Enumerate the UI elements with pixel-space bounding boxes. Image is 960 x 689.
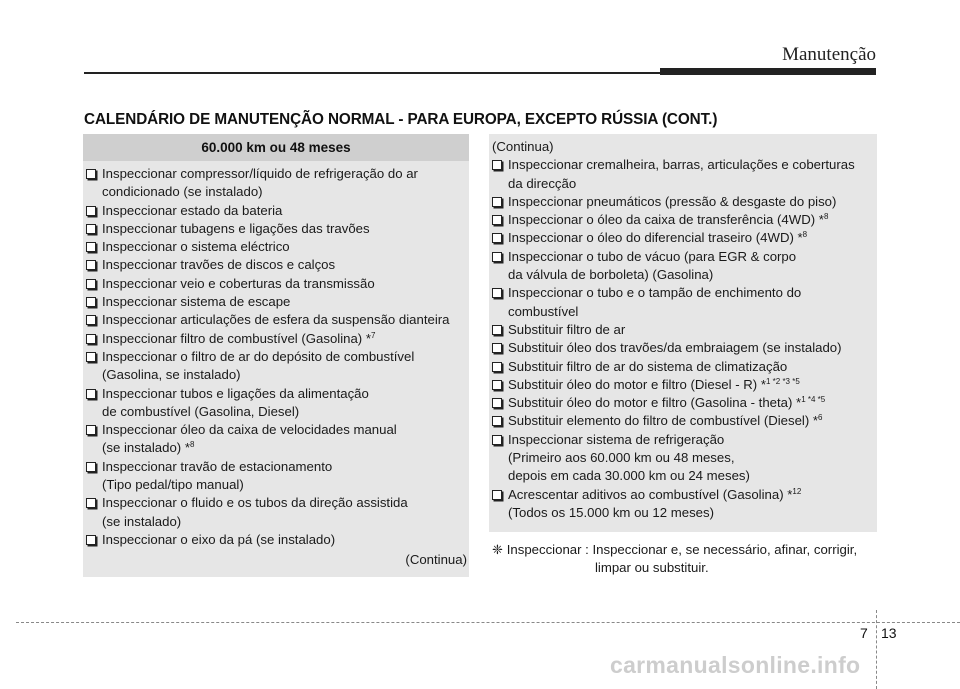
list-item	[86, 531, 470, 549]
checkbox-bullet-icon	[86, 297, 96, 307]
list-item-line: depois em cada 30.000 km ou 24 meses)	[508, 468, 750, 484]
page-header-title: Manutenção	[782, 44, 876, 65]
list-item-line: Inspeccionar travão de estacionamento	[102, 458, 333, 474]
left-maintenance-list	[86, 165, 470, 570]
list-item-line: (se instalado) *$^8$	[102, 440, 195, 456]
list-item	[492, 211, 880, 229]
list-item-line: Inspeccionar veio e coberturas da transmissão	[102, 275, 375, 291]
checkbox-bullet-icon	[492, 490, 502, 500]
list-item-line: Inspeccionar o sistema eléctrico	[102, 239, 290, 255]
checkbox-bullet-icon	[86, 224, 96, 234]
list-item-line: Inspeccionar o eixo da pá (se instalado)	[102, 531, 336, 547]
list-item-line: Inspeccionar pneumáticos (pressão & desgaste do piso)	[508, 193, 837, 209]
list-item-line: Substituir elemento do filtro de combustível (Diesel) *$^6$	[508, 413, 823, 429]
list-item-line: Inspeccionar o tubo e o tampão de enchimento do	[508, 285, 802, 301]
list-item	[492, 193, 880, 211]
list-item-line: Inspeccionar o óleo do diferencial traseiro (4WD) *$^8$	[508, 230, 808, 246]
continued-label: (Continua)	[492, 139, 554, 154]
list-item-line: Inspeccionar o óleo da caixa de transferência (4WD) *$^8$	[508, 212, 829, 228]
list-item-line: combustível	[508, 303, 579, 319]
footer-dashed-vertical	[876, 610, 877, 689]
list-item	[86, 311, 470, 329]
list-item	[492, 486, 880, 523]
list-item	[86, 330, 470, 348]
checkbox-bullet-icon	[86, 169, 96, 179]
left-box-heading: 60.000 km ou 48 meses	[83, 134, 469, 161]
list-item	[492, 156, 880, 193]
checkbox-bullet-icon	[492, 325, 502, 335]
list-item-line: Acrescentar aditivos ao combustível (Gasolina) *$^{12}$	[508, 486, 802, 502]
list-item-line: Inspeccionar o filtro de ar do depósito de combustível	[102, 348, 415, 364]
list-item-line: da válvula de borboleta) (Gasolina)	[508, 267, 714, 283]
checkbox-bullet-icon	[86, 352, 96, 362]
list-item-line: Substituir óleo do motor e filtro (Gasolina - theta) *$^{1 *4 *5}$	[508, 395, 826, 411]
footnote-line-1	[492, 541, 880, 559]
header-rule-thick	[660, 68, 876, 75]
list-item	[492, 321, 880, 339]
list-item-line: Inspeccionar tubos e ligações da alimentação	[102, 385, 369, 401]
list-item	[492, 284, 880, 321]
list-item-line: (Primeiro aos 60.000 km ou 48 meses,	[508, 450, 735, 466]
right-maintenance-list	[492, 138, 880, 522]
checkbox-bullet-icon	[86, 389, 96, 399]
checkbox-bullet-icon	[86, 315, 96, 325]
footnote-symbol-icon: ❈	[492, 542, 504, 557]
checkbox-bullet-icon	[86, 334, 96, 344]
list-item-line: Inspeccionar sistema de refrigeração	[508, 431, 725, 447]
checkbox-bullet-icon	[86, 498, 96, 508]
page-number: 13	[881, 625, 897, 641]
list-item	[492, 339, 880, 357]
list-item	[86, 165, 470, 202]
list-item-line: Substituir óleo dos travões/da embraiagem (se instalado)	[508, 340, 842, 356]
header-rule-thin	[84, 72, 664, 74]
footnote-reference: 6	[818, 413, 823, 423]
checkbox-bullet-icon	[492, 416, 502, 426]
chapter-number: 7	[860, 625, 868, 641]
list-item	[86, 348, 470, 385]
list-item	[86, 385, 470, 422]
checkbox-bullet-icon	[492, 380, 502, 390]
checkbox-bullet-icon	[492, 160, 502, 170]
list-item	[86, 220, 470, 238]
list-item-line: Inspeccionar travões de discos e calços	[102, 257, 336, 273]
footnote-reference: 1 *2 *3 *5	[765, 376, 800, 386]
checkbox-bullet-icon	[86, 425, 96, 435]
list-item	[86, 238, 470, 256]
footnote	[492, 541, 880, 577]
list-item	[86, 494, 470, 531]
list-item-line: (se instalado)	[102, 513, 182, 529]
list-item-line: Inspeccionar cremalheira, barras, articulações e coberturas	[508, 157, 855, 173]
watermark: carmanualsonline.info	[610, 652, 861, 678]
list-item-line: Inspeccionar estado da bateria	[102, 202, 283, 218]
list-item	[492, 431, 880, 486]
list-item-line: (Todos os 15.000 km ou 12 meses)	[508, 504, 714, 520]
list-item	[86, 256, 470, 274]
footnote-reference: 8	[802, 230, 808, 240]
checkbox-bullet-icon	[492, 288, 502, 298]
list-item	[492, 376, 880, 394]
list-item	[492, 358, 880, 376]
checkbox-bullet-icon	[86, 260, 96, 270]
checkbox-bullet-icon	[86, 242, 96, 252]
list-item	[86, 421, 470, 458]
section-heading: CALENDÁRIO DE MANUTENÇÃO NORMAL - PARA EUROPA, EXCEPTO RÚSSIA (CONT.)	[84, 111, 718, 128]
footnote-reference: 8	[189, 440, 195, 450]
checkbox-bullet-icon	[492, 233, 502, 243]
list-item-line: Inspeccionar óleo da caixa de velocidades manual	[102, 422, 397, 438]
list-item-line: Inspeccionar sistema de escape	[102, 294, 291, 310]
list-item	[86, 275, 470, 293]
list-item-line: condicionado (se instalado)	[102, 184, 263, 200]
list-item-line: (Gasolina, se instalado)	[102, 367, 241, 383]
list-item	[492, 412, 880, 430]
list-item-line: Substituir óleo do motor e filtro (Diesel - R) *$^{1 *2 *3 *5}$	[508, 376, 800, 392]
list-item	[86, 202, 470, 220]
list-item-line: Inspeccionar articulações de esfera da suspensão dianteira	[102, 312, 450, 328]
footnote-reference: 12	[792, 486, 802, 496]
list-item-line: (Tipo pedal/tipo manual)	[102, 477, 244, 493]
checkbox-bullet-icon	[86, 535, 96, 545]
footnote-reference: 7	[371, 330, 376, 340]
list-item-line: Inspeccionar tubagens e ligações das travões	[102, 220, 370, 236]
footnote-reference: 1 *4 *5	[801, 395, 826, 405]
checkbox-bullet-icon	[86, 206, 96, 216]
checkbox-bullet-icon	[492, 362, 502, 372]
list-item	[86, 458, 470, 495]
list-item-line: de combustível (Gasolina, Diesel)	[102, 403, 300, 419]
checkbox-bullet-icon	[86, 462, 96, 472]
footnote-reference: 8	[823, 212, 829, 222]
list-item-line: da direcção	[508, 175, 577, 191]
checkbox-bullet-icon	[492, 215, 502, 225]
continues-label: (Continua)	[405, 552, 467, 568]
list-item-line: Inspeccionar o tubo de vácuo (para EGR & corpo	[508, 248, 797, 264]
footnote-line-2: limpar ou substituir.	[595, 560, 709, 575]
checkbox-bullet-icon	[492, 343, 502, 353]
list-item-line: Substituir filtro de ar	[508, 321, 626, 337]
footnote-text-1: Inspeccionar : Inspeccionar e, se necessário, afinar, corrigir,	[506, 542, 858, 557]
list-item	[492, 229, 880, 247]
list-item-line: Inspeccionar compressor/líquido de refrigeração do ar	[102, 166, 418, 181]
list-item	[492, 248, 880, 285]
checkbox-bullet-icon	[492, 398, 502, 408]
list-item	[492, 394, 880, 412]
checkbox-bullet-icon	[86, 279, 96, 289]
list-item-line: Inspeccionar filtro de combustível (Gasolina) *$^7$	[102, 330, 376, 346]
list-item-line: Substituir filtro de ar do sistema de climatização	[508, 358, 788, 374]
list-item-line: Inspeccionar o fluido e os tubos da direção assistida	[102, 495, 408, 511]
checkbox-bullet-icon	[492, 252, 502, 262]
checkbox-bullet-icon	[492, 197, 502, 207]
footer-dashed-line	[16, 622, 960, 623]
checkbox-bullet-icon	[492, 435, 502, 445]
list-item	[86, 293, 470, 311]
